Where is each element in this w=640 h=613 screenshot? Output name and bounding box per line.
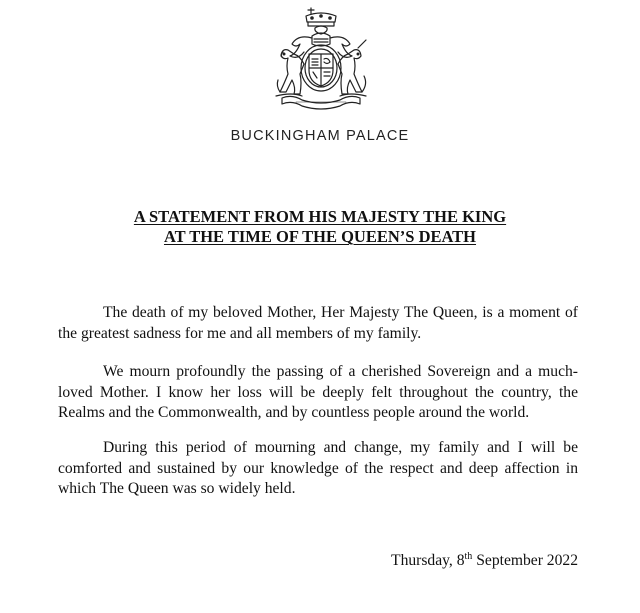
statement-paragraph-1: The death of my beloved Mother, Her Majesty The Queen, is a moment of the greatest sadness for me and all members of my family. [58,304,578,342]
statement-title-line-2: AT THE TIME OF THE QUEEN’S DEATH [163,227,477,246]
date-ordinal-suffix: th [464,551,473,562]
royal-coat-of-arms-icon [262,4,380,116]
date-month-year: September 2022 [476,552,578,569]
statement-paragraph-3: During this period of mourning and change, my family and I will be comforted and sustained by our knowledge of the respect and deep affection in which The Queen was so widely held. [58,439,578,497]
statement-date [391,552,578,570]
date-day: 8 [456,552,465,569]
statement-paragraph-2: We mourn profoundly the passing of a cherished Sovereign and a much-loved Mother. I know her loss will be deeply felt throughout the country, the Realms and the Commonwealth, and by countless people around the world. [58,363,578,421]
date-weekday: Thursday, [391,552,453,569]
statement-title-line-1: A STATEMENT FROM HIS MAJESTY THE KING [133,207,507,226]
organization-name: BUCKINGHAM PALACE [230,128,410,144]
